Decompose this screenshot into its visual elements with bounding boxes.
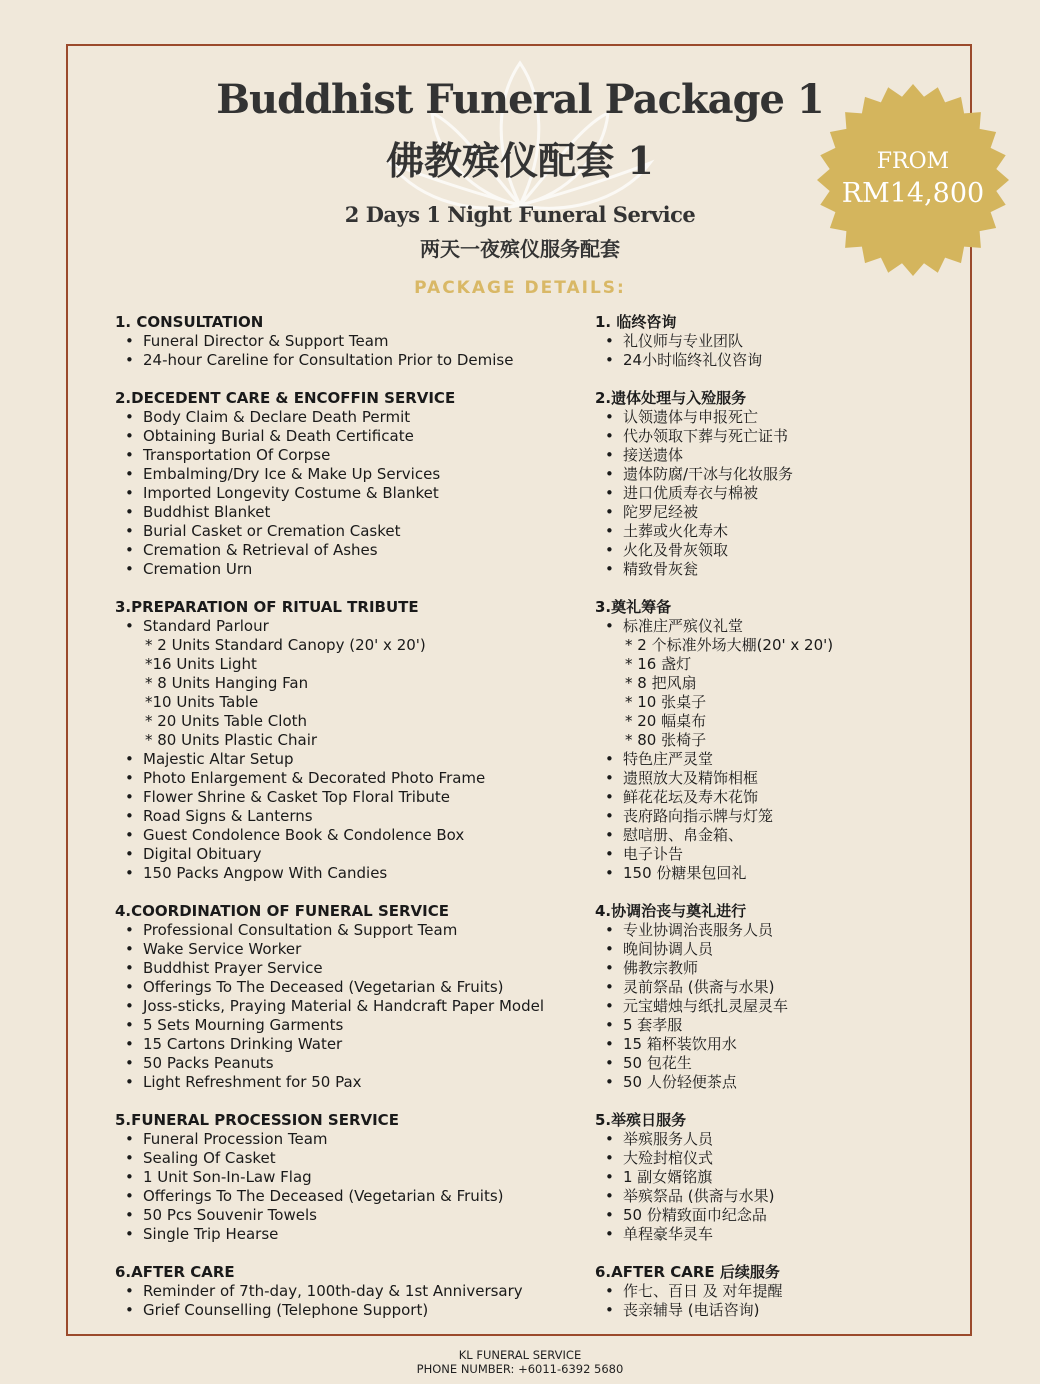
section-en-1 — [115, 313, 595, 370]
list-item: • Cremation & Retrieval of Ashes — [115, 541, 595, 560]
list-item: • Digital Obituary — [115, 845, 595, 864]
badge-from-label: FROM — [876, 149, 950, 174]
list-item: • 50 份精致面巾纪念品 — [595, 1206, 955, 1225]
section-en-6 — [115, 1263, 595, 1320]
list-item: • 礼仪师与专业团队 — [595, 332, 955, 351]
page-title-zh: 佛教殡仪配套 1 — [386, 138, 654, 183]
list-item: • 电子讣告 — [595, 845, 955, 864]
list-item: • 丧府路向指示牌与灯笼 — [595, 807, 955, 826]
section-list — [595, 1282, 955, 1320]
sub-list-item: *16 Units Light — [145, 655, 257, 673]
list-item: • 单程豪华灵车 — [595, 1225, 955, 1244]
list-item: • 1 Unit Son-In-Law Flag — [115, 1168, 595, 1187]
list-item: • 灵前祭品 (供斋与水果) — [595, 978, 955, 997]
section-list — [115, 617, 595, 883]
list-item: • 5 套孝服 — [595, 1016, 955, 1035]
list-item: • 遗照放大及精饰相框 — [595, 769, 955, 788]
section-list — [595, 617, 955, 883]
list-item: • 大殓封棺仪式 — [595, 1149, 955, 1168]
section-title: 1. CONSULTATION — [115, 313, 264, 331]
package-details-heading: PACKAGE DETAILS: — [414, 278, 626, 298]
list-item: • Light Refreshment for 50 Pax — [115, 1073, 595, 1092]
sub-list-item: * 20 幅桌布 — [625, 712, 707, 730]
list-item: • Transportation Of Corpse — [115, 446, 595, 465]
list-item: • Cremation Urn — [115, 560, 595, 579]
sub-list-item: * 80 张椅子 — [625, 731, 707, 749]
list-item: • 精致骨灰瓮 — [595, 560, 955, 579]
list-item: • Embalming/Dry Ice & Make Up Services — [115, 465, 595, 484]
section-list — [115, 1130, 595, 1244]
list-item: • 举殡祭品 (供斋与水果) — [595, 1187, 955, 1206]
list-item: • Offerings To The Deceased (Vegetarian & Fruits) — [115, 978, 595, 997]
section-en-3 — [115, 598, 595, 883]
section-title: 4.协调治丧与奠礼进行 — [595, 902, 747, 920]
list-item: • 陀罗尼经被 — [595, 503, 955, 522]
list-item: • 15 Cartons Drinking Water — [115, 1035, 595, 1054]
section-list — [595, 332, 955, 370]
list-item: • 50 包花生 — [595, 1054, 955, 1073]
section-list — [595, 408, 955, 579]
package-details-english — [115, 313, 595, 1339]
list-item: • Guest Condolence Book & Condolence Box — [115, 826, 595, 845]
list-item: • 晚间协调人员 — [595, 940, 955, 959]
section-zh-3 — [595, 598, 955, 883]
section-title: 1. 临终咨询 — [595, 313, 677, 331]
list-item: • Buddhist Prayer Service — [115, 959, 595, 978]
package-details-chinese — [595, 313, 955, 1339]
list-item: • Joss-sticks, Praying Material & Handcraft Paper Model — [115, 997, 595, 1016]
sub-list-item: * 8 Units Hanging Fan — [145, 674, 309, 692]
section-list — [115, 921, 595, 1092]
section-title: 3.奠礼筹备 — [595, 598, 672, 616]
footer — [0, 1348, 1040, 1376]
sub-list-item: * 10 张桌子 — [625, 693, 707, 711]
section-en-4 — [115, 902, 595, 1092]
price-badge — [815, 82, 1011, 278]
list-item: • Burial Casket or Cremation Casket — [115, 522, 595, 541]
section-zh-6 — [595, 1263, 955, 1320]
list-item: • Buddhist Blanket — [115, 503, 595, 522]
sub-list-item: * 2 个标准外场大棚(20' x 20') — [625, 636, 834, 654]
list-item: • Wake Service Worker — [115, 940, 595, 959]
list-item: • 认领遗体与申报死亡 — [595, 408, 955, 427]
section-zh-2 — [595, 389, 955, 579]
section-title: 4.COORDINATION OF FUNERAL SERVICE — [115, 902, 449, 920]
section-zh-4 — [595, 902, 955, 1092]
list-item: • 特色庄严灵堂 — [595, 750, 955, 769]
list-item: • 24-hour Careline for Consultation Prior to Demise — [115, 351, 595, 370]
footer-phone: PHONE NUMBER: +6011-6392 5680 — [416, 1362, 624, 1376]
section-title: 6.AFTER CARE — [115, 1263, 235, 1281]
section-list — [595, 921, 955, 1092]
list-item: • 作七、百日 及 对年提醒 — [595, 1282, 955, 1301]
list-item: • 慰唁册、帛金箱、 — [595, 826, 955, 845]
list-item: • 150 Packs Angpow With Candies — [115, 864, 595, 883]
list-item: • Body Claim & Declare Death Permit — [115, 408, 595, 427]
list-item: • 50 Packs Peanuts — [115, 1054, 595, 1073]
list-item: • 元宝蜡烛与纸扎灵屋灵车 — [595, 997, 955, 1016]
section-zh-1 — [595, 313, 955, 370]
list-item: • Flower Shrine & Casket Top Floral Tribute — [115, 788, 595, 807]
list-item: • 丧亲辅导 (电话咨询) — [595, 1301, 955, 1320]
sub-list-item: * 2 Units Standard Canopy (20' x 20') — [145, 636, 426, 654]
section-title: 3.PREPARATION OF RITUAL TRIBUTE — [115, 598, 419, 616]
list-item: • 15 箱杯装饮用水 — [595, 1035, 955, 1054]
list-item: • 150 份糖果包回礼 — [595, 864, 955, 883]
subtitle-en: 2 Days 1 Night Funeral Service — [344, 202, 696, 227]
section-title: 2.DECEDENT CARE & ENCOFFIN SERVICE — [115, 389, 456, 407]
section-list — [595, 1130, 955, 1244]
list-item: • 24小时临终礼仪咨询 — [595, 351, 955, 370]
section-title: 2.遗体处理与入殓服务 — [595, 389, 747, 407]
section-list — [115, 1282, 595, 1320]
list-item: • Funeral Director & Support Team — [115, 332, 595, 351]
sub-list-item: * 16 盏灯 — [625, 655, 692, 673]
page-title-en: Buddhist Funeral Package 1 — [216, 76, 824, 123]
list-item: • 专业协调治丧服务人员 — [595, 921, 955, 940]
list-item: • 进口优质寿衣与棉被 — [595, 484, 955, 503]
list-item: • Professional Consultation & Support Team — [115, 921, 595, 940]
section-list — [115, 408, 595, 579]
list-item: • 举殡服务人员 — [595, 1130, 955, 1149]
badge-price: RM14,800 — [841, 178, 985, 209]
list-item: • Offerings To The Deceased (Vegetarian & Fruits) — [115, 1187, 595, 1206]
section-title: 6.AFTER CARE 后续服务 — [595, 1263, 780, 1281]
section-title: 5.举殡日服务 — [595, 1111, 687, 1129]
section-title: 5.FUNERAL PROCESSION SERVICE — [115, 1111, 399, 1129]
section-list — [115, 332, 595, 370]
list-item: • 1 副女婿铭旗 — [595, 1168, 955, 1187]
list-item: • 佛教宗教师 — [595, 959, 955, 978]
list-item: • 火化及骨灰领取 — [595, 541, 955, 560]
list-item: • Sealing Of Casket — [115, 1149, 595, 1168]
list-item: • Standard Parlour — [115, 617, 595, 636]
list-item: • Obtaining Burial & Death Certificate — [115, 427, 595, 446]
list-item: • 50 人份轻便茶点 — [595, 1073, 955, 1092]
sub-list-item: * 20 Units Table Cloth — [145, 712, 308, 730]
section-zh-5 — [595, 1111, 955, 1244]
sub-list-item: * 8 把风扇 — [625, 674, 697, 692]
list-item: • 5 Sets Mourning Garments — [115, 1016, 595, 1035]
footer-company: KL FUNERAL SERVICE — [458, 1348, 582, 1362]
section-en-5 — [115, 1111, 595, 1244]
list-item: • Imported Longevity Costume & Blanket — [115, 484, 595, 503]
sub-list-item: *10 Units Table — [145, 693, 259, 711]
list-item: • 代办领取下葬与死亡证书 — [595, 427, 955, 446]
list-item: • Grief Counselling (Telephone Support) — [115, 1301, 595, 1320]
list-item: • Reminder of 7th-day, 100th-day & 1st Anniversary — [115, 1282, 595, 1301]
list-item: • 接送遗体 — [595, 446, 955, 465]
sub-list-item: * 80 Units Plastic Chair — [145, 731, 318, 749]
list-item: • 鲜花花坛及寿木花饰 — [595, 788, 955, 807]
list-item: • Majestic Altar Setup — [115, 750, 595, 769]
list-item: • Funeral Procession Team — [115, 1130, 595, 1149]
list-item: • 标准庄严殡仪礼堂 — [595, 617, 955, 636]
list-item: • Photo Enlargement & Decorated Photo Frame — [115, 769, 595, 788]
section-en-2 — [115, 389, 595, 579]
list-item: • Single Trip Hearse — [115, 1225, 595, 1244]
list-item: • 遗体防腐/干冰与化妆服务 — [595, 465, 955, 484]
subtitle-zh: 两天一夜殡仪服务配套 — [420, 237, 620, 261]
list-item: • 50 Pcs Souvenir Towels — [115, 1206, 595, 1225]
list-item: • 土葬或火化寿木 — [595, 522, 955, 541]
list-item: • Road Signs & Lanterns — [115, 807, 595, 826]
